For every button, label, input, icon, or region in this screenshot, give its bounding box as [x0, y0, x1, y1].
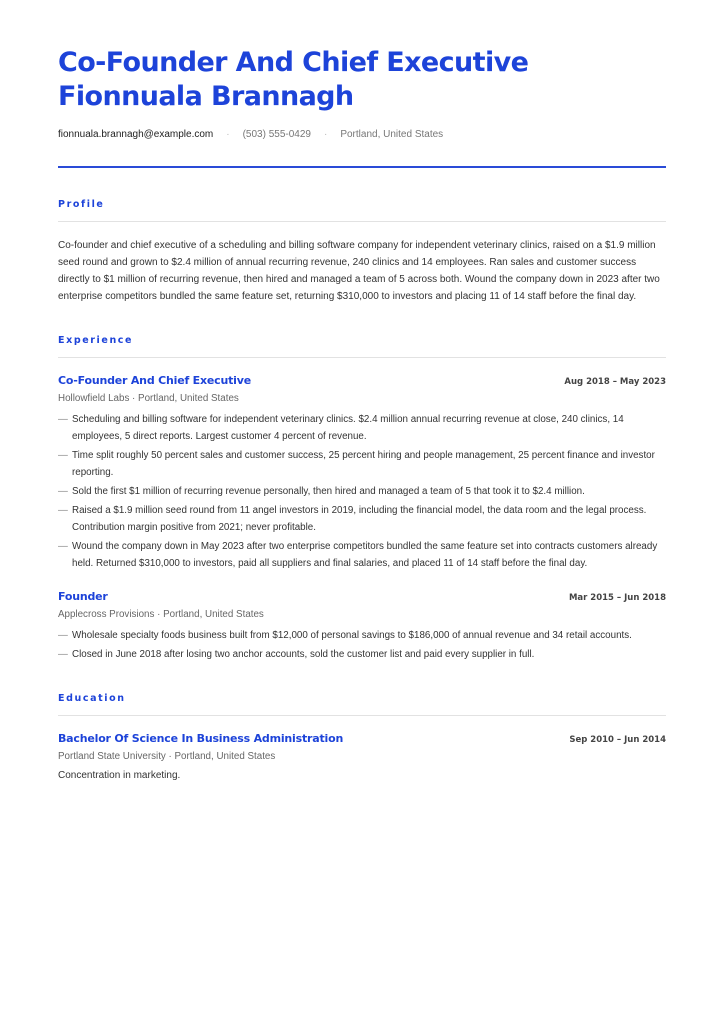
entry-header [58, 732, 666, 745]
section-heading-experience: Experience [58, 335, 134, 346]
header-divider [58, 166, 666, 168]
entry-dates: Mar 2015 – Jun 2018 [568, 593, 666, 603]
entry-organization: Applecross Provisions · Portland, United States [58, 609, 264, 620]
experience-section [58, 335, 666, 663]
contact-separator: · [323, 128, 328, 140]
bullet-text: Wholesale specialty foods business built from $12,000 of personal savings to $186,000 of annual revenue and 34 retail accounts. [72, 630, 632, 641]
bullet-text: Time split roughly 50 percent sales and customer success, 25 percent hiring and people management, 25 percent finance and investor reporting. [72, 450, 655, 478]
entry-title: Founder [58, 590, 108, 603]
experience-entry [58, 590, 666, 663]
contact-location: Portland, United States [340, 128, 444, 140]
list-item [58, 483, 666, 500]
entry-header [58, 374, 666, 387]
list-item [58, 411, 666, 445]
list-item [58, 646, 666, 663]
section-heading-profile: Profile [58, 199, 105, 210]
resume-header [58, 46, 666, 168]
list-item [58, 502, 666, 536]
candidate-name: Fionnuala Brannagh [58, 81, 354, 112]
entry-note: Concentration in marketing. [58, 770, 181, 781]
profile-summary: Co-founder and chief executive of a scheduling and billing software company for independent veterinary clinics, raised on a $1.9 million seed round and grown to $2.4 million of annual recurring revenue, 240 clinics and 14 employees. Ran sales and customer success directly to $1 million of recurring revenue, then hired and managed a team of 5 across both. Wound the company down in 2023 after two enterprise competitors bundled the same feature set, returning $310,000 to investors and placing 11 of 14 staff before the final day. [58, 240, 660, 302]
entry-bullet-list [58, 627, 666, 663]
dash-icon: — [58, 450, 68, 461]
page-title [58, 46, 666, 114]
section-divider [58, 357, 666, 358]
list-item [58, 627, 666, 644]
entry-bullet-list [58, 411, 666, 572]
contact-row [58, 127, 666, 141]
profile-section [58, 199, 666, 305]
dash-icon: — [58, 505, 68, 516]
entry-dates: Sep 2010 – Jun 2014 [569, 735, 666, 745]
section-divider [58, 715, 666, 716]
contact-email[interactable]: fionnuala.brannagh@example.com [58, 128, 214, 140]
entry-organization: Portland State University · Portland, United States [58, 751, 276, 762]
section-heading-education: Education [58, 693, 126, 704]
dash-icon: — [58, 541, 68, 552]
headline-role: Co-Founder And Chief Executive [58, 47, 529, 78]
education-section [58, 693, 666, 781]
entry-header [58, 590, 666, 603]
entry-dates: Aug 2018 – May 2023 [564, 377, 666, 387]
bullet-text: Scheduling and billing software for independent veterinary clinics. $2.4 million annual recurring revenue at close, 240 clinics, 14 employees, 5 direct reports. Largest customer 4 percent of revenue. [72, 414, 624, 442]
dash-icon: — [58, 630, 68, 641]
bullet-text: Sold the first $1 million of recurring revenue personally, then hired and managed a team of 5 that took it to $2.4 million. [72, 486, 585, 497]
dash-icon: — [58, 486, 68, 497]
dash-icon: — [58, 414, 68, 425]
entry-title: Bachelor Of Science In Business Administration [58, 732, 344, 745]
bullet-text: Closed in June 2018 after losing two anchor accounts, sold the customer list and paid every supplier in full. [72, 649, 535, 660]
education-entry [58, 732, 666, 781]
dash-icon: — [58, 649, 68, 660]
section-divider [58, 221, 666, 222]
contact-phone[interactable]: (503) 555-0429 [242, 128, 311, 140]
entry-title: Co-Founder And Chief Executive [58, 374, 251, 387]
experience-entry [58, 374, 666, 572]
list-item [58, 538, 666, 572]
contact-separator: · [226, 128, 230, 140]
bullet-text: Wound the company down in May 2023 after two enterprise competitors bundled the same feature set into contracts customers already held. Returned $310,000 to investors, paid all suppliers and final salaries, and placed 11 of 14 staff before the final day. [72, 541, 658, 569]
list-item [58, 447, 666, 481]
entry-organization: Hollowfield Labs · Portland, United States [58, 393, 239, 404]
bullet-text: Raised a $1.9 million seed round from 11 angel investors in 2019, including the financial model, the data room and the legal process. Contribution margin positive from 2021; never profitable. [72, 505, 647, 533]
